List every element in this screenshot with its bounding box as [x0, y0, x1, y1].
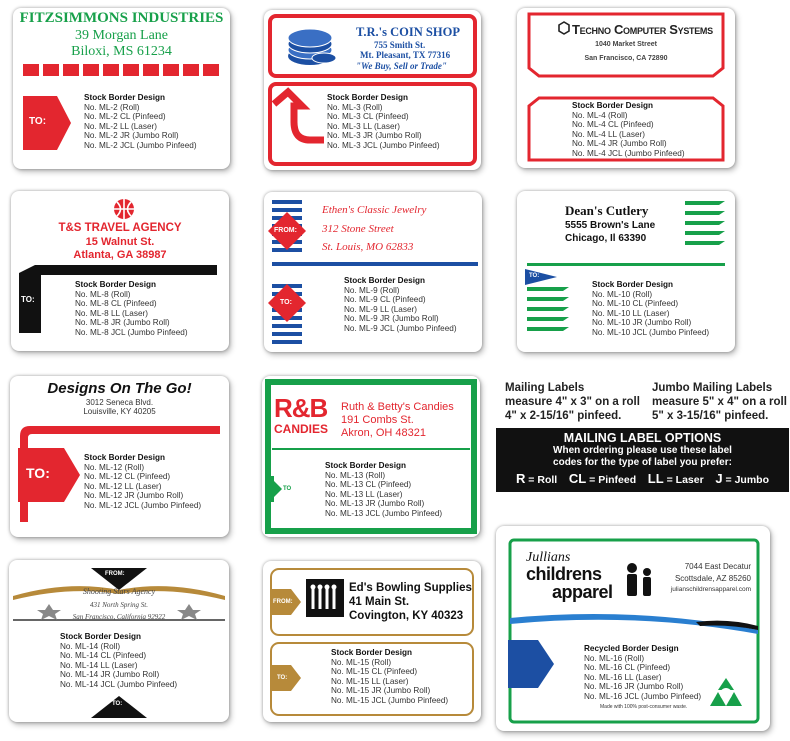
label-card-ml8: [11, 191, 229, 351]
spec-item: No. ML-9 (Roll): [344, 285, 400, 295]
ml16-address1: 7044 East Decatur: [684, 562, 751, 571]
spec-item: No. ML-14 (Roll): [60, 641, 121, 651]
ml16-logo1: childrens: [526, 564, 602, 584]
ml14-spec: [60, 632, 177, 690]
spec-heading: Stock Border Design: [572, 101, 653, 110]
ml8-address2: Atlanta, GA 38987: [73, 249, 167, 261]
recycle-icon: [710, 678, 742, 706]
options-codes: [496, 471, 789, 486]
mailing-line1: measure 4" x 3" on a roll: [505, 396, 640, 408]
ml4-address1: 1040 Market Street: [595, 41, 657, 48]
ml8-to-label: TO:: [21, 295, 35, 304]
spec-item: No. ML-14 JCL (Jumbo Pinfeed): [60, 679, 178, 689]
spec-item: No. ML-15 CL (Pinfeed): [331, 667, 418, 677]
ml2-spec: [84, 93, 197, 151]
spec-item: No. ML-8 CL (Pinfeed): [75, 299, 157, 309]
ml13-company: Ruth & Betty's Candies: [341, 401, 454, 413]
spec-heading: Stock Border Design: [75, 280, 156, 289]
spec-item: No. ML-4 CL (Pinfeed): [572, 120, 654, 130]
label-card-ml16: [496, 526, 770, 731]
hexagon-logo-icon: [559, 22, 569, 34]
ml15-spec: [331, 648, 448, 706]
ml2-address2: Biloxi, MS 61234: [71, 44, 172, 59]
label-card-ml14: [9, 560, 229, 722]
label-card-ml3: [264, 10, 481, 170]
spec-item: No. ML-8 JCL (Jumbo Pinfeed): [75, 327, 188, 337]
spec-item: No. ML-4 LL (Laser): [572, 129, 645, 139]
spec-item: No. ML-10 JR (Jumbo Roll): [592, 318, 692, 328]
ml2-address1: 39 Morgan Lane: [74, 28, 169, 43]
ml13-address1: 191 Combs St.: [341, 414, 414, 426]
ml8-spec: [75, 280, 188, 338]
ml4-spec: [572, 101, 685, 159]
ml12-company: Designs On The Go!: [47, 380, 192, 397]
ml9-company: Ethen's Classic Jewelry: [322, 204, 427, 216]
spec-heading: Stock Border Design: [84, 453, 165, 462]
ml3-spec: [327, 93, 440, 151]
spec-item: No. ML-8 LL (Laser): [75, 308, 148, 318]
spec-item: No. ML-9 JR (Jumbo Roll): [344, 314, 439, 324]
globe-icon: [114, 199, 134, 219]
ml16-recycled-note: Made with 100% post-consumer waste.: [600, 704, 688, 710]
ml15-from-label: FROM:: [273, 599, 293, 605]
spec-item: No. ML-16 LL (Laser): [584, 672, 662, 682]
ml14-company: Shooting Stars Agency: [82, 587, 156, 596]
mailing-labels-info: [505, 381, 650, 423]
ml12-spec: [84, 453, 201, 511]
ml12-address1: 3012 Seneca Blvd.: [85, 398, 154, 407]
ml13-logo: R&B: [274, 393, 328, 423]
ml2-company: FITZSIMMONS INDUSTRIES: [19, 10, 224, 26]
spec-item: No. ML-3 JR (Jumbo Roll): [327, 131, 422, 141]
ml4-company: Techno Computer Systems: [572, 22, 713, 37]
ml3-address2: Mt. Pleasant, TX 77316: [360, 50, 451, 60]
spec-item: No. ML-3 (Roll): [327, 102, 383, 112]
spec-item: No. ML-9 CL (Pinfeed): [344, 295, 426, 305]
ml3-slogan: "We Buy, Sell or Trade": [356, 61, 447, 71]
bowling-pins-icon: [306, 579, 344, 617]
ml10-company: Dean's Cutlery: [565, 203, 649, 218]
spec-heading: Stock Border Design: [60, 632, 141, 641]
code-jumbo: J = Jumbo: [715, 471, 769, 486]
ml4-address2: San Francisco, CA 72890: [584, 55, 668, 62]
spec-item: No. ML-10 LL (Laser): [592, 308, 670, 318]
spec-item: No. ML-15 (Roll): [331, 657, 392, 667]
spec-item: No. ML-14 JR (Jumbo Roll): [60, 670, 160, 680]
spec-item: No. ML-12 CL (Pinfeed): [84, 472, 171, 482]
spec-heading: Stock Border Design: [84, 93, 165, 102]
ml9-spec: [344, 276, 457, 334]
label-card-ml12: [10, 376, 229, 537]
spec-item: No. ML-13 JR (Jumbo Roll): [325, 499, 425, 509]
ml2-to-label: TO:: [29, 116, 47, 127]
ml10-to-label: TO:: [529, 273, 540, 279]
options-line1: When ordering please use these label: [553, 445, 732, 456]
spec-item: No. ML-16 CL (Pinfeed): [584, 663, 671, 673]
spec-item: No. ML-16 JR (Jumbo Roll): [584, 682, 684, 692]
ml9-to-label: TO:: [280, 299, 292, 306]
mailing-line2: 4" x 2-15/16" pinfeed.: [505, 410, 622, 422]
ml13-logo2: CANDIES: [274, 422, 329, 436]
spec-item: No. ML-16 JCL (Jumbo Pinfeed): [584, 691, 702, 701]
ml3-company: T.R.'s COIN SHOP: [356, 25, 460, 39]
ml10-address2: Chicago, Il 63390: [565, 233, 647, 244]
spec-item: No. ML-12 JCL (Jumbo Pinfeed): [84, 500, 202, 510]
ml15-company: Ed's Bowling Supplies: [349, 582, 472, 594]
spec-item: No. ML-2 CL (Pinfeed): [84, 112, 166, 122]
jumbo-labels-info: [652, 381, 788, 423]
ml3-address1: 755 Smith St.: [374, 40, 426, 50]
spec-item: No. ML-2 JCL (Jumbo Pinfeed): [84, 140, 197, 150]
ml15-to-label: TO:: [277, 675, 288, 681]
code-roll: R = Roll: [516, 471, 558, 486]
spec-item: No. ML-3 LL (Laser): [327, 121, 400, 131]
ml15-address1: 41 Main St.: [349, 596, 410, 608]
spec-item: No. ML-12 JR (Jumbo Roll): [84, 491, 184, 501]
jumbo-line1: measure 5" x 4" on a roll: [652, 396, 787, 408]
ml8-address1: 15 Walnut St.: [85, 236, 155, 248]
code-pinfeed: CL = Pinfeed: [568, 471, 637, 486]
jumbo-title: Jumbo Mailing Labels: [652, 382, 773, 394]
spec-item: No. ML-14 CL (Pinfeed): [60, 651, 147, 661]
ml16-logo-script: Jullians: [526, 550, 571, 565]
spec-item: No. ML-13 CL (Pinfeed): [325, 480, 412, 490]
spec-item: No. ML-16 (Roll): [584, 653, 645, 663]
spec-item: No. ML-3 JCL (Jumbo Pinfeed): [327, 140, 440, 150]
mailing-title: Mailing Labels: [505, 382, 585, 394]
label-card-ml15: [263, 561, 481, 722]
spec-item: No. ML-9 LL (Laser): [344, 304, 417, 314]
spec-item: No. ML-10 JCL (Jumbo Pinfeed): [592, 327, 710, 337]
spec-item: No. ML-2 LL (Laser): [84, 121, 157, 131]
spec-item: No. ML-15 JCL (Jumbo Pinfeed): [331, 695, 449, 705]
label-card-ml10: [517, 191, 735, 352]
spec-heading: Stock Border Design: [331, 648, 412, 657]
spec-item: No. ML-9 JCL (Jumbo Pinfeed): [344, 323, 457, 333]
label-card-ml9: [264, 192, 482, 352]
spec-item: No. ML-10 (Roll): [592, 289, 653, 299]
label-card-ml13: [262, 376, 480, 537]
spec-heading: Stock Border Design: [325, 461, 406, 470]
spec-heading: Stock Border Design: [344, 276, 425, 285]
spec-item: No. ML-8 JR (Jumbo Roll): [75, 318, 170, 328]
ml8-company: T&S TRAVEL AGENCY: [58, 222, 182, 234]
ml10-spec: [592, 280, 709, 338]
options-line2: codes for the type of label you prefer:: [553, 457, 732, 468]
spec-item: No. ML-10 CL (Pinfeed): [592, 299, 679, 309]
ml13-address2: Akron, OH 48321: [341, 427, 426, 439]
ml16-logo2: apparel: [552, 582, 613, 602]
spec-item: No. ML-15 LL (Laser): [331, 676, 409, 686]
ml9-address2: St. Louis, MO 62833: [322, 241, 414, 253]
ml13-spec: [325, 461, 442, 519]
ml9-address1: 312 Stone Street: [322, 223, 394, 235]
ml13-to-label: TO: [283, 486, 292, 492]
options-title: MAILING LABEL OPTIONS: [563, 431, 722, 445]
ml9-from-label: FROM:: [274, 227, 297, 234]
spec-item: No. ML-3 CL (Pinfeed): [327, 112, 409, 122]
spec-item: No. ML-14 LL (Laser): [60, 660, 138, 670]
spec-heading: Stock Border Design: [327, 93, 408, 102]
spec-item: No. ML-13 LL (Laser): [325, 489, 403, 499]
ml14-from-label: FROM:: [105, 571, 125, 577]
label-card-ml2: [13, 8, 230, 169]
ml14-address2: San Francisco, California 92922: [72, 613, 166, 621]
coin-stack-icon: [288, 29, 336, 65]
spec-item: No. ML-12 LL (Laser): [84, 481, 162, 491]
code-laser: LL = Laser: [647, 471, 704, 486]
spec-heading: Stock Border Design: [592, 280, 673, 289]
spec-item: No. ML-13 (Roll): [325, 470, 386, 480]
ml14-address1: 431 North Spring St.: [90, 601, 148, 609]
spec-item: No. ML-2 (Roll): [84, 102, 140, 112]
spec-item: No. ML-15 JR (Jumbo Roll): [331, 686, 431, 696]
spec-item: No. ML-2 JR (Jumbo Roll): [84, 131, 179, 141]
ml16-address2: Scottsdale, AZ 85260: [674, 574, 751, 583]
spec-item: No. ML-8 (Roll): [75, 289, 131, 299]
spec-item: No. ML-13 JCL (Jumbo Pinfeed): [325, 508, 443, 518]
spec-item: No. ML-4 JCL (Jumbo Pinfeed): [572, 148, 685, 158]
spec-item: No. ML-12 (Roll): [84, 462, 145, 472]
label-card-ml4: [517, 8, 735, 168]
ml16-spec: [584, 644, 701, 702]
ml12-to-label: TO:: [26, 465, 50, 481]
ml14-to-label: TO:: [112, 701, 123, 707]
ml12-address2: Louisville, KY 40205: [83, 407, 156, 416]
spec-heading: Recycled Border Design: [584, 644, 679, 653]
options-box: [496, 428, 789, 492]
ml15-address2: Covington, KY 40323: [349, 610, 464, 622]
ml10-address1: 5555 Brown's Lane: [565, 220, 656, 231]
ml16-website: julianschildrensapparel.com: [670, 586, 751, 593]
jumbo-line2: 5" x 3-15/16" pinfeed.: [652, 410, 769, 422]
spec-item: No. ML-4 JR (Jumbo Roll): [572, 139, 667, 149]
spec-item: No. ML-4 (Roll): [572, 110, 628, 120]
